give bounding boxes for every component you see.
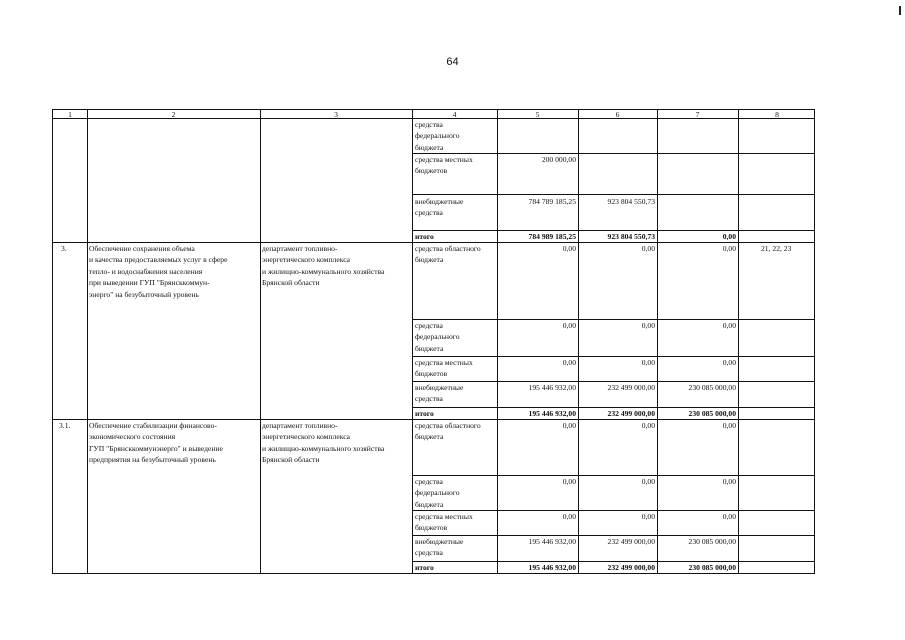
value-cell: 232 499 000,00 <box>607 383 655 392</box>
value-cell: 0,00 <box>562 358 576 367</box>
value-cell: 230 085 000,00 <box>688 537 736 546</box>
value-cell: 0,00 <box>641 421 655 430</box>
value-cell: 0,00 <box>641 321 655 330</box>
total-label: итого <box>415 232 434 241</box>
value-cell: 0,00 <box>722 244 736 253</box>
value-cell: 923 804 550,73 <box>607 197 655 206</box>
total-value: 195 446 932,00 <box>528 409 576 418</box>
col-divider <box>260 110 261 573</box>
source-federal: средства федерального бюджета <box>415 321 460 353</box>
value-cell: 0,00 <box>562 477 576 486</box>
col-divider <box>657 110 658 573</box>
row-divider <box>412 194 814 195</box>
source-local: средства местных бюджетов <box>415 512 473 533</box>
header-cell: 3 <box>334 110 338 119</box>
col-divider <box>497 110 498 573</box>
source-federal: средства федерального бюджета <box>415 477 460 509</box>
value-cell: 784 789 185,25 <box>528 197 576 206</box>
total-value: 784 989 185,25 <box>528 232 576 241</box>
budget-table <box>52 109 815 574</box>
page-number: 64 <box>446 56 459 68</box>
measure-name: Обеспечение стабилизации финансово- экономического состояния ГУП "Брянсккоммунэнерго" и выведение предприятия на безубыточный уровень <box>89 421 223 465</box>
measure-name: Обеспечение сохранения объема и качества предоставляемых услуг в сфере тепло- и водоснабжения населения при выведении ГУП "Брянсккоммун- энерго" на безубыточный уровень <box>89 244 228 299</box>
indicator-refs: 21, 22, 23 <box>761 244 792 253</box>
total-value: 195 446 932,00 <box>528 563 576 572</box>
header-cell: 1 <box>68 110 72 119</box>
value-cell: 0,00 <box>722 421 736 430</box>
total-value: 230 085 000,00 <box>688 409 736 418</box>
source-local: средства местных бюджетов <box>415 155 473 176</box>
header-cell: 8 <box>775 110 779 119</box>
header-cell: 7 <box>695 110 700 119</box>
value-cell: 0,00 <box>641 512 655 521</box>
value-cell: 200 000,00 <box>541 155 576 164</box>
value-cell: 0,00 <box>562 512 576 521</box>
header-cell: 5 <box>535 110 540 119</box>
row-number: 3.1. <box>59 421 71 430</box>
source-extrabudgetary: внебюджетные средства <box>415 197 464 218</box>
source-federal: средства федерального бюджета <box>415 120 460 152</box>
source-regional: средства областного бюджета <box>415 244 481 265</box>
executor: департамент топливно- энергетического комплекса и жилищно-коммунального хозяйства Брянской области <box>262 421 385 465</box>
col-divider <box>738 110 739 573</box>
value-cell: 0,00 <box>562 321 576 330</box>
value-cell: 195 446 932,00 <box>528 383 576 392</box>
source-extrabudgetary: внебюджетные средства <box>415 537 464 558</box>
value-cell: 230 085 000,00 <box>688 383 736 392</box>
col-divider <box>87 110 88 573</box>
scan-edge-mark <box>899 6 901 15</box>
total-value: 0,00 <box>722 232 736 241</box>
header-cell: 4 <box>452 110 457 119</box>
total-label: итого <box>415 409 434 418</box>
value-cell: 195 446 932,00 <box>528 537 576 546</box>
value-cell: 0,00 <box>722 358 736 367</box>
total-label: итого <box>415 563 434 572</box>
header-cell: 2 <box>171 110 176 119</box>
value-cell: 0,00 <box>722 477 736 486</box>
value-cell: 0,00 <box>722 512 736 521</box>
value-cell: 0,00 <box>562 421 576 430</box>
header-cell: 6 <box>615 110 620 119</box>
value-cell: 0,00 <box>641 477 655 486</box>
total-value: 232 499 000,00 <box>607 563 655 572</box>
value-cell: 0,00 <box>641 358 655 367</box>
executor: департамент топливно- энергетического комплекса и жилищно-коммунального хозяйства Брянской области <box>262 244 385 288</box>
total-value: 923 804 550,73 <box>607 232 655 241</box>
row-number: 3. <box>61 244 67 253</box>
col-divider <box>412 110 413 573</box>
source-regional: средства областного бюджета <box>415 421 481 442</box>
total-value: 230 085 000,00 <box>688 563 736 572</box>
value-cell: 0,00 <box>722 321 736 330</box>
total-value: 232 499 000,00 <box>607 409 655 418</box>
value-cell: 0,00 <box>562 244 576 253</box>
source-extrabudgetary: внебюджетные средства <box>415 383 464 404</box>
source-local: средства местных бюджетов <box>415 358 473 379</box>
value-cell: 0,00 <box>641 244 655 253</box>
col-divider <box>578 110 579 573</box>
value-cell: 232 499 000,00 <box>607 537 655 546</box>
